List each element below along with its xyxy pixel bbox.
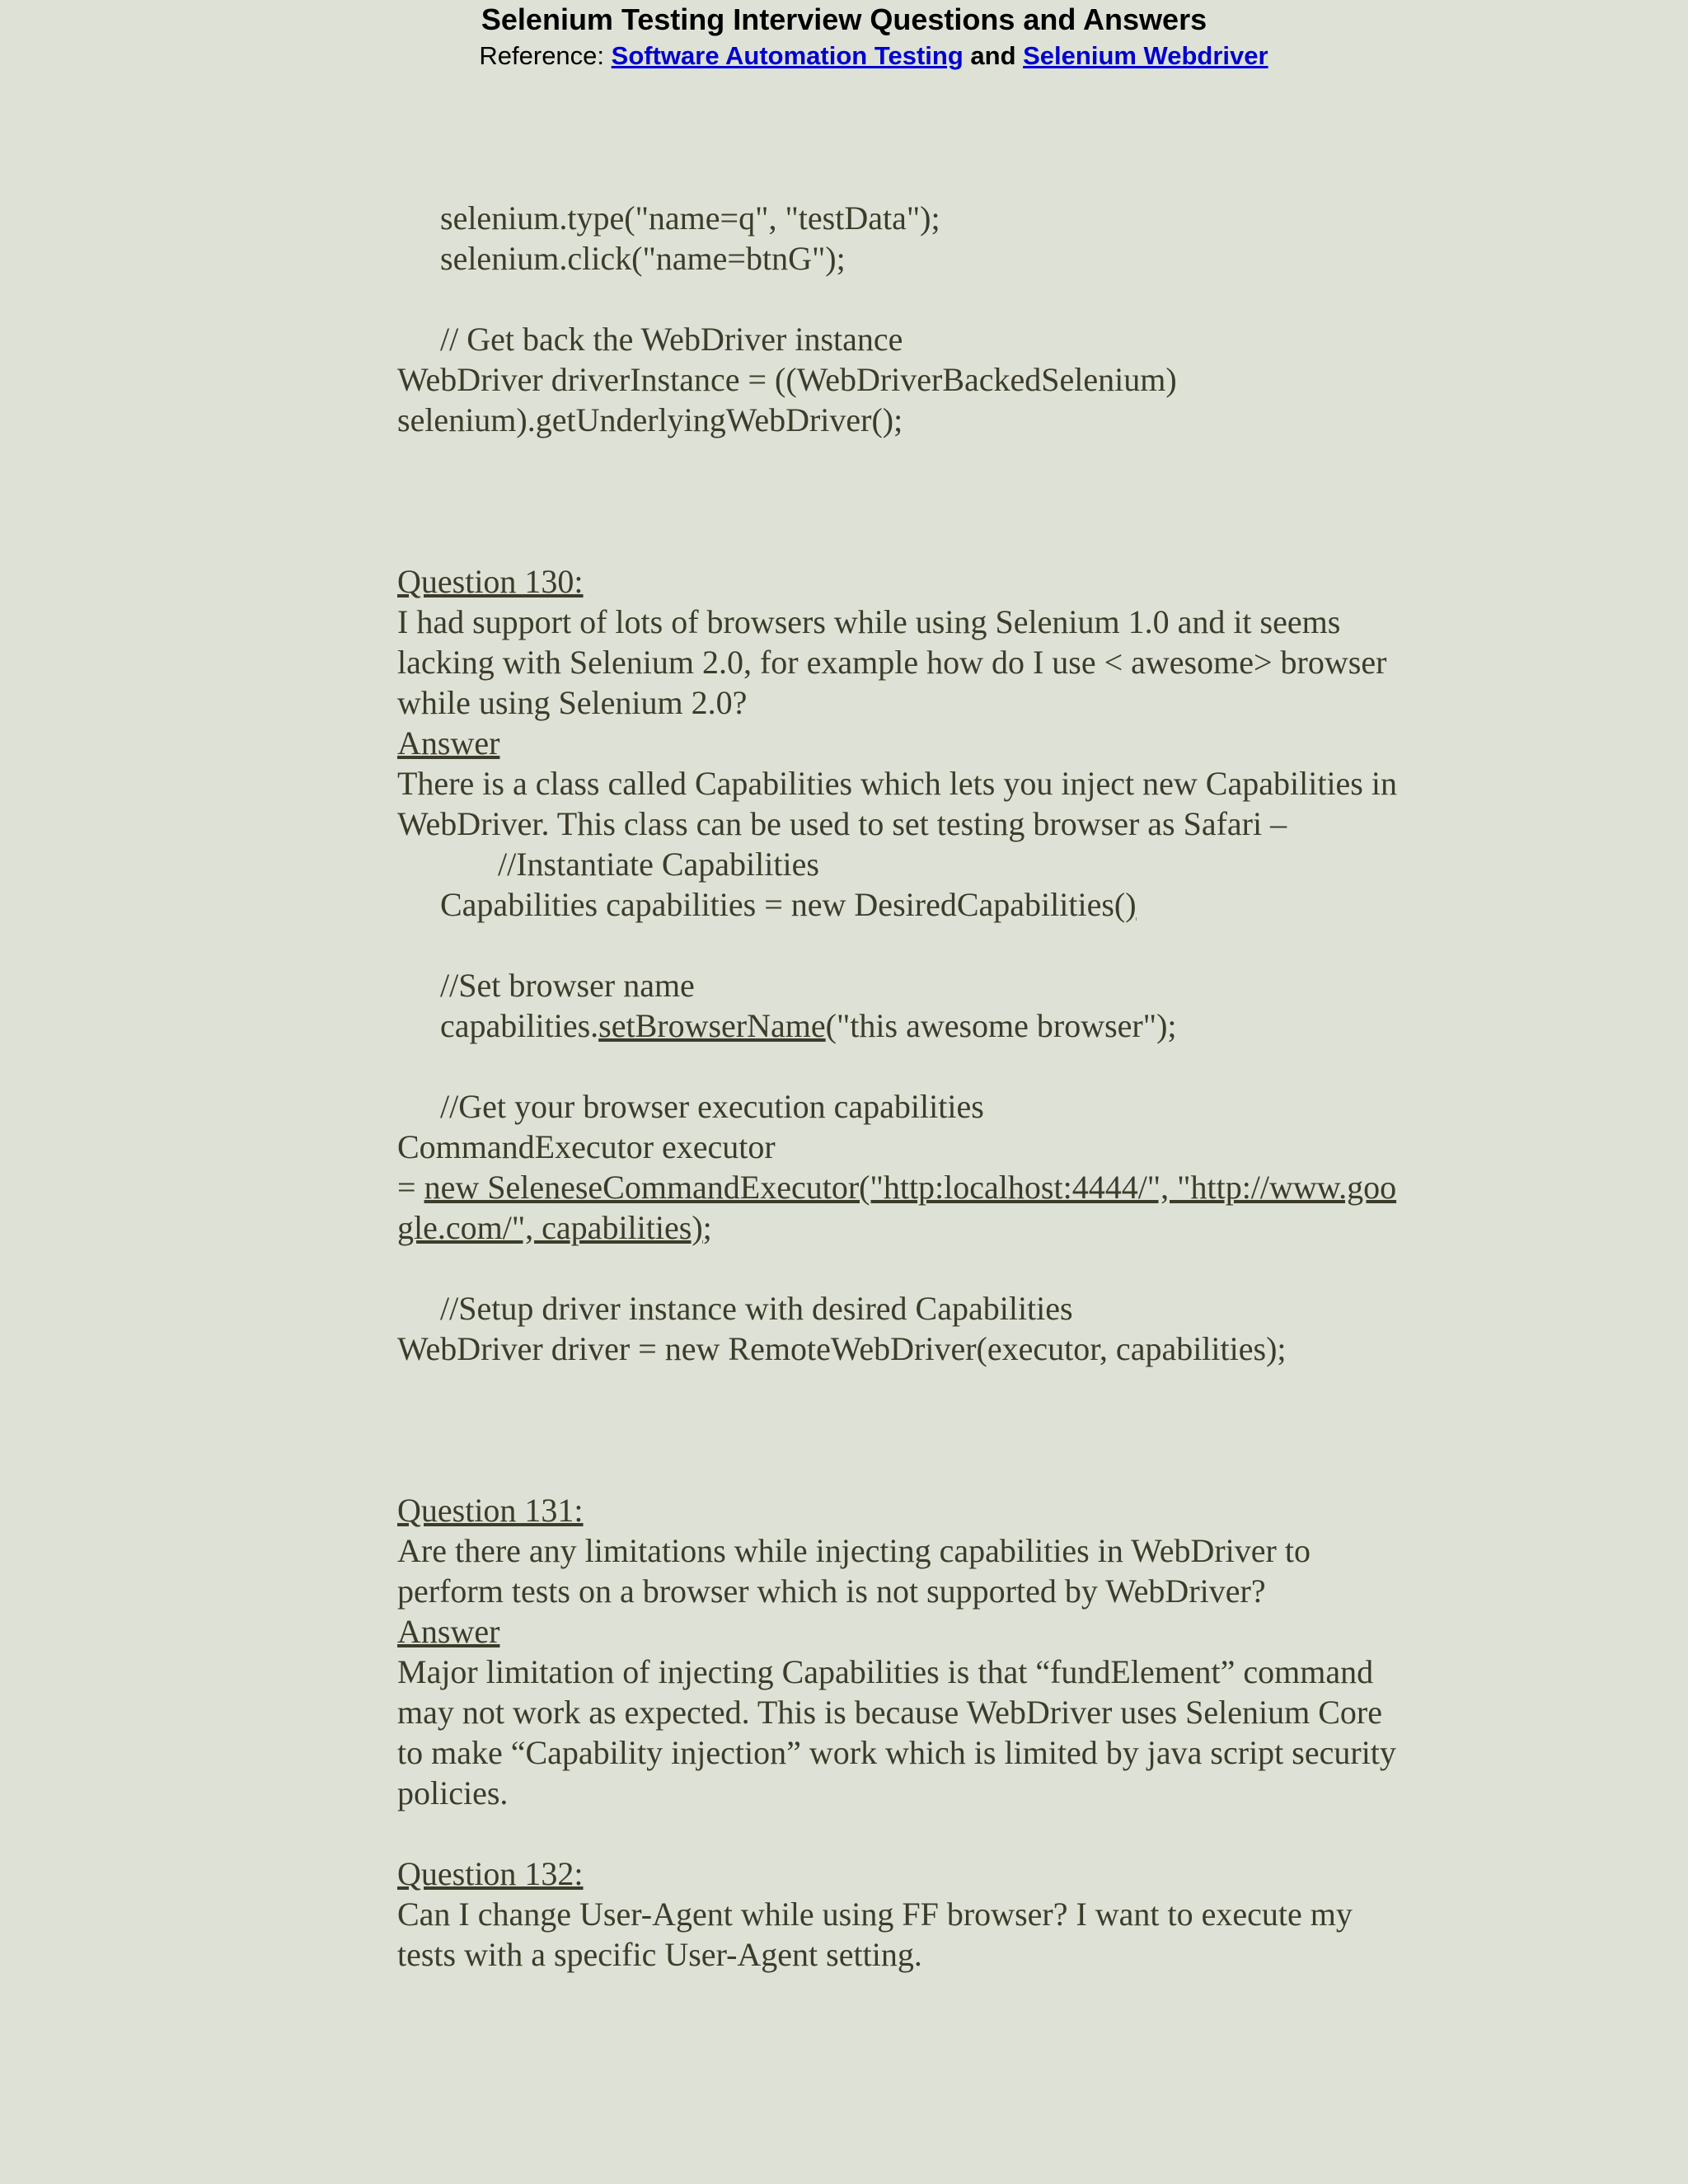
answer-text: to make “Capability injection” work which is limited by java script security	[397, 1734, 1396, 1771]
page-title: Selenium Testing Interview Questions and Answers	[481, 2, 1207, 36]
code-line: capabilities.setBrowserName("this awesome browser");	[440, 1007, 1177, 1044]
question-text: I had support of lots of browsers while using Selenium 1.0 and it seems	[397, 603, 1341, 640]
code-line: selenium.click("name=btnG");	[440, 240, 846, 277]
and-text: and	[963, 41, 1024, 70]
question-text: lacking with Selenium 2.0, for example how do I use < awesome> browser	[397, 644, 1387, 681]
answer-text: may not work as expected. This is because WebDriver uses Selenium Core	[397, 1694, 1382, 1731]
code-comment: //Get your browser execution capabilities	[440, 1088, 984, 1125]
question-text: Are there any limitations while injecting capabilities in WebDriver to	[397, 1532, 1311, 1569]
question-heading: Question 131:	[397, 1492, 584, 1529]
answer-text: policies.	[397, 1774, 509, 1811]
selenium-webdriver-link[interactable]: Selenium Webdriver	[1023, 41, 1268, 70]
code-line: Capabilities capabilities = new DesiredCapabilities()	[440, 886, 1137, 923]
question-131-section	[397, 1490, 1493, 1813]
code-line: selenium).getUnderlyingWebDriver();	[397, 401, 903, 438]
code-line: WebDriver driver = new RemoteWebDriver(executor, capabilities);	[397, 1330, 1287, 1367]
reference-label: Reference:	[479, 41, 612, 70]
question-text: while using Selenium 2.0?	[397, 684, 748, 721]
code-comment: //Instantiate Capabilities	[498, 846, 819, 883]
code-comment: //Set browser name	[440, 967, 695, 1004]
question-132-section	[397, 1854, 1493, 1975]
code-line: = new SeleneseCommandExecutor("http:localhost:4444/", "http://www.goo	[397, 1169, 1397, 1206]
answer-label: Answer	[397, 1613, 500, 1650]
question-heading: Question 130:	[397, 563, 584, 600]
code-comment: //Setup driver instance with desired Capabilities	[440, 1290, 1073, 1327]
code-line: gle.com/", capabilities);	[397, 1209, 712, 1246]
code-line: WebDriver driverInstance = ((WebDriverBackedSelenium)	[397, 361, 1177, 398]
question-text: perform tests on a browser which is not supported by WebDriver?	[397, 1572, 1266, 1610]
code-block-top	[397, 198, 1493, 440]
answer-text: WebDriver. This class can be used to set testing browser as Safari –	[397, 805, 1287, 842]
code-comment: // Get back the WebDriver instance	[440, 321, 903, 358]
answer-label: Answer	[397, 724, 500, 762]
answer-text: Major limitation of injecting Capabilities is that “fundElement” command	[397, 1653, 1374, 1690]
question-text: tests with a specific User-Agent setting.	[397, 1936, 922, 1973]
code-line: selenium.type("name=q", "testData");	[440, 199, 940, 237]
answer-text: There is a class called Capabilities which lets you inject new Capabilities in	[397, 765, 1397, 802]
reference-line	[30, 40, 1688, 73]
question-130-section	[397, 561, 1493, 1369]
code-line: CommandExecutor executor	[397, 1128, 776, 1165]
question-text: Can I change User-Agent while using FF browser? I want to execute my	[397, 1896, 1353, 1933]
document-body	[397, 198, 1493, 1975]
question-heading: Question 132:	[397, 1855, 584, 1892]
software-automation-testing-link[interactable]: Software Automation Testing	[611, 41, 964, 70]
